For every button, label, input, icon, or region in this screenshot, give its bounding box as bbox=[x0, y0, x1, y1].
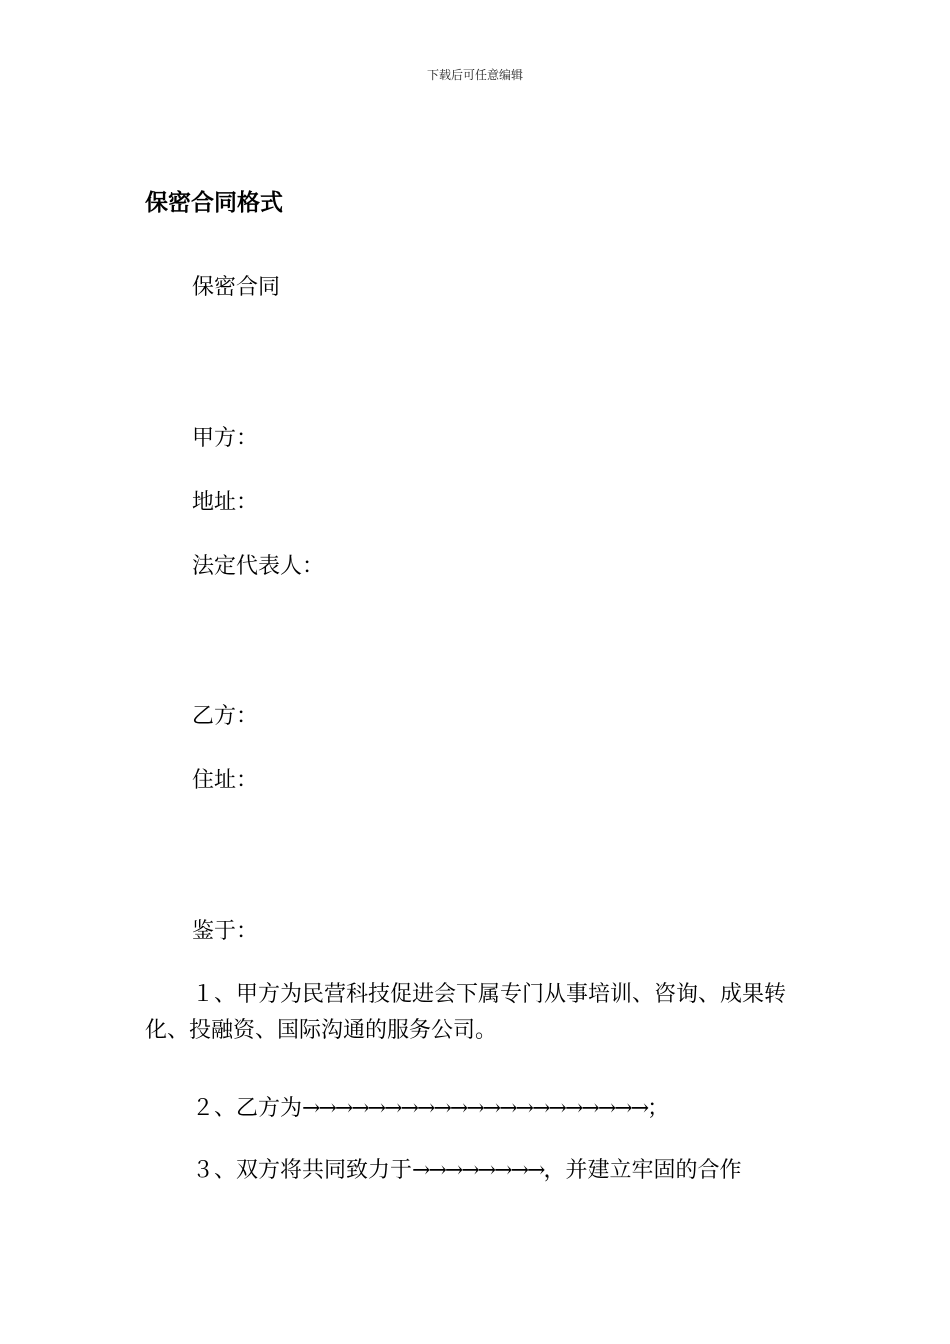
party-a-label: 甲方： bbox=[192, 426, 259, 451]
clause-2 bbox=[192, 1091, 669, 1127]
clause-2-prefix: ２、乙方为 bbox=[192, 1096, 303, 1121]
clause-3 bbox=[192, 1153, 742, 1189]
party-a-address-label: 地址： bbox=[192, 490, 259, 515]
party-b-label: 乙方： bbox=[192, 704, 259, 729]
header-note: 下载后可任意编辑 bbox=[426, 68, 523, 82]
clause-3-prefix: ３、双方将共同致力于 bbox=[192, 1158, 413, 1183]
party-a-legal-rep-label: 法定代表人： bbox=[192, 554, 325, 579]
contract-subtitle: 保密合同 bbox=[192, 275, 281, 300]
clause-3-suffix: ，并建立牢固的合作 bbox=[543, 1158, 742, 1183]
clause-2-blank: →→→→→→→→→→→→→→→→→→→→→ bbox=[302, 1096, 648, 1121]
clause-2-suffix: ； bbox=[647, 1096, 670, 1121]
clause-3-blank: →→→→→→→→ bbox=[412, 1158, 544, 1183]
document-title: 保密合同格式 bbox=[145, 190, 283, 216]
party-b-address-label: 住址： bbox=[192, 768, 259, 793]
clause-1: １、甲方为民营科技促进会下属专门从事培训、咨询、成果转化、投融资、国际沟通的服务公司。 bbox=[145, 982, 787, 1043]
whereas-label: 鉴于： bbox=[192, 919, 259, 944]
